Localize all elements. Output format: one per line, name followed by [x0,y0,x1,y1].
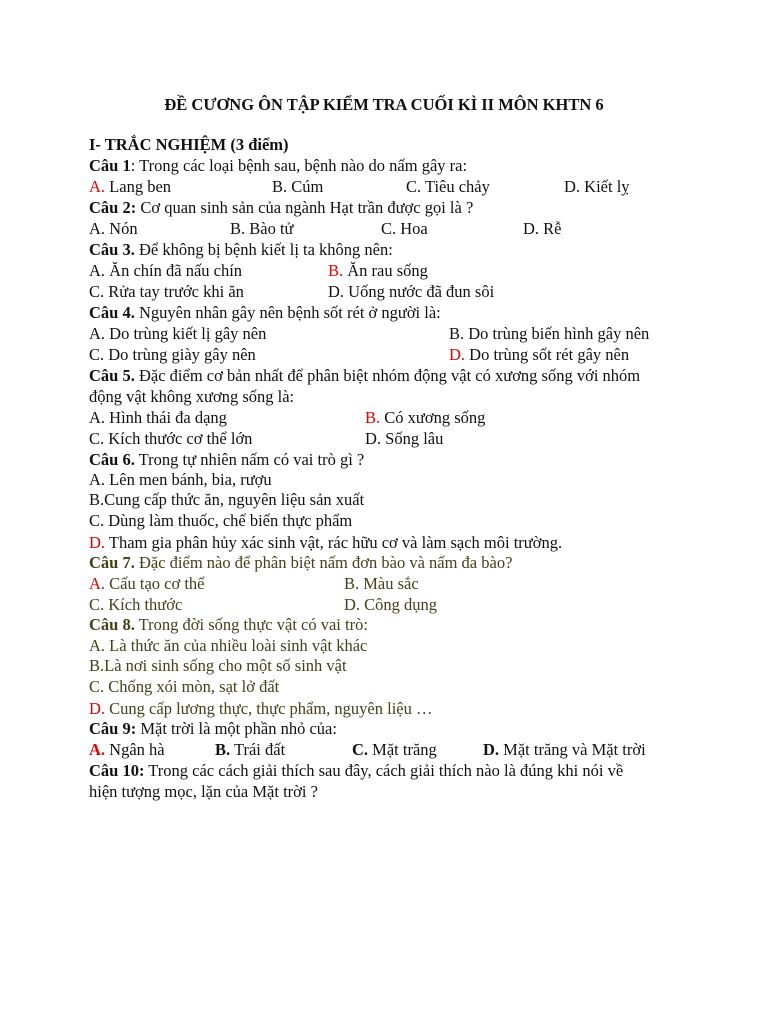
q3-option-c: C. Rửa tay trước khi ăn [89,282,244,301]
q5-option-d: D. Sống lâu [365,429,444,448]
q7-option-d: D. Công dụng [344,595,438,614]
answer-letter: D. [449,345,466,364]
answer-letter: D. [89,699,106,718]
q4-option-c: C. Do trùng giày gây nên [89,345,256,364]
question-text: Nguyên nhân gây nên bệnh sốt rét ở người là: [134,303,441,322]
q4-option-a: A. Do trùng kiết lị gây nên [89,324,267,343]
section-heading: I- TRẮC NGHIỆM (3 điểm) [89,135,289,154]
q9-option-d: D. Mặt trăng và Mặt trời [483,740,646,759]
q4-option-b: B. Do trùng biến hình gây nên [449,324,650,343]
answer-letter: D. [89,533,106,552]
question-text: Mặt trời là một phần nhỏ của: [136,719,337,738]
question-label: Câu 1 [89,156,131,175]
question-text: Đặc điểm nào để phân biệt nấm đơn bào và nấm đa bào? [134,553,513,572]
q6-option-d: D. Tham gia phân hủy xác sinh vật, rác hữu cơ và làm sạch môi trường. [89,533,563,552]
question-10 [89,761,623,781]
question-4 [89,303,441,323]
question-label: Câu 2: [89,198,137,217]
question-5 [89,366,640,386]
question-text: Trong tự nhiên nấm có vai trò gì ? [134,450,365,469]
question-text: Để không bị bệnh kiết lị ta không nên: [134,240,393,259]
q7-option-b: B. Màu sắc [344,574,419,593]
answer-letter: B. [365,408,381,427]
q9-option-b: B. Trái đất [215,740,286,759]
question-7 [89,553,512,573]
answer-letter: B. [328,261,344,280]
q5-option-a: A. Hình thái đa dạng [89,408,227,427]
question-label: Câu 7. [89,553,135,572]
question-text: Trong đời sống thực vật có vai trò: [134,615,368,634]
q8-option-d: D. Cung cấp lương thực, thực phẩm, nguyên liệu … [89,699,433,718]
question-2 [89,198,473,218]
q1-option-c: C. Tiêu chảy [406,177,490,196]
q3-option-a: A. Ăn chín đã nấu chín [89,261,243,280]
question-6 [89,450,364,470]
question-text: Đặc điểm cơ bản nhất để phân biệt nhóm động vật có xương sống với nhóm [134,366,641,385]
q6-option-a: A. Lên men bánh, bia, rượu [89,470,272,489]
question-10-continued: hiện tượng mọc, lặn của Mặt trời ? [89,782,318,801]
q1-option-d: D. Kiết lỵ [564,177,630,196]
answer-letter: A. [89,574,106,593]
q8-option-a: A. Là thức ăn của nhiều loài sinh vật khác [89,636,368,655]
q1-option-a: A. Lang ben [89,177,172,196]
q5-option-c: C. Kích thước cơ thể lớn [89,429,253,448]
question-text: Cơ quan sinh sản của ngành Hạt trần được gọi là ? [136,198,474,217]
q7-option-c: C. Kích thước [89,595,183,614]
page-title: ĐỀ CƯƠNG ÔN TẬP KIỂM TRA CUỐI KÌ II MÔN KHTN 6 [164,95,604,114]
question-label: Câu 4. [89,303,135,322]
q2-option-b: B. Bào tử [230,219,294,238]
question-8 [89,615,368,635]
q9-option-a: A. Ngân hà [89,740,165,759]
question-1 [89,156,467,176]
q2-option-d: D. Rễ [523,219,562,238]
question-label: Câu 9: [89,719,137,738]
answer-letter: A. [89,740,106,759]
question-3 [89,240,393,260]
q3-option-b: B. Ăn rau sống [328,261,428,280]
q1-option-b: B. Cúm [272,177,324,196]
question-label: Câu 6. [89,450,135,469]
q8-option-c: C. Chống xói mòn, sạt lở đất [89,677,280,696]
q4-option-d: D. Do trùng sốt rét gây nên [449,345,630,364]
question-text: Trong các cách giải thích sau đây, cách giải thích nào là đúng khi nói về [144,761,624,780]
q5-option-b: B. Có xương sống [365,408,486,427]
q8-option-b: B.Là nơi sinh sống cho một số sinh vật [89,656,347,675]
q7-option-a: A. Cấu tạo cơ thể [89,574,205,593]
q3-option-d: D. Uống nước đã đun sôi [328,282,495,301]
q2-option-c: C. Hoa [381,219,428,238]
q2-option-a: A. Nón [89,219,138,238]
question-label: Câu 10: [89,761,145,780]
question-label: Câu 5. [89,366,135,385]
q9-option-c: C. Mặt trăng [352,740,437,759]
question-label: Câu 8. [89,615,135,634]
question-9 [89,719,337,739]
q6-option-c: C. Dùng làm thuốc, chế biến thực phẩm [89,511,353,530]
question-5-continued: động vật không xương sống là: [89,387,295,406]
q6-option-b: B.Cung cấp thức ăn, nguyên liệu sản xuất [89,490,365,509]
question-text: : Trong các loại bệnh sau, bệnh nào do nấm gây ra: [130,156,468,175]
answer-letter: A. [89,177,106,196]
question-label: Câu 3. [89,240,135,259]
